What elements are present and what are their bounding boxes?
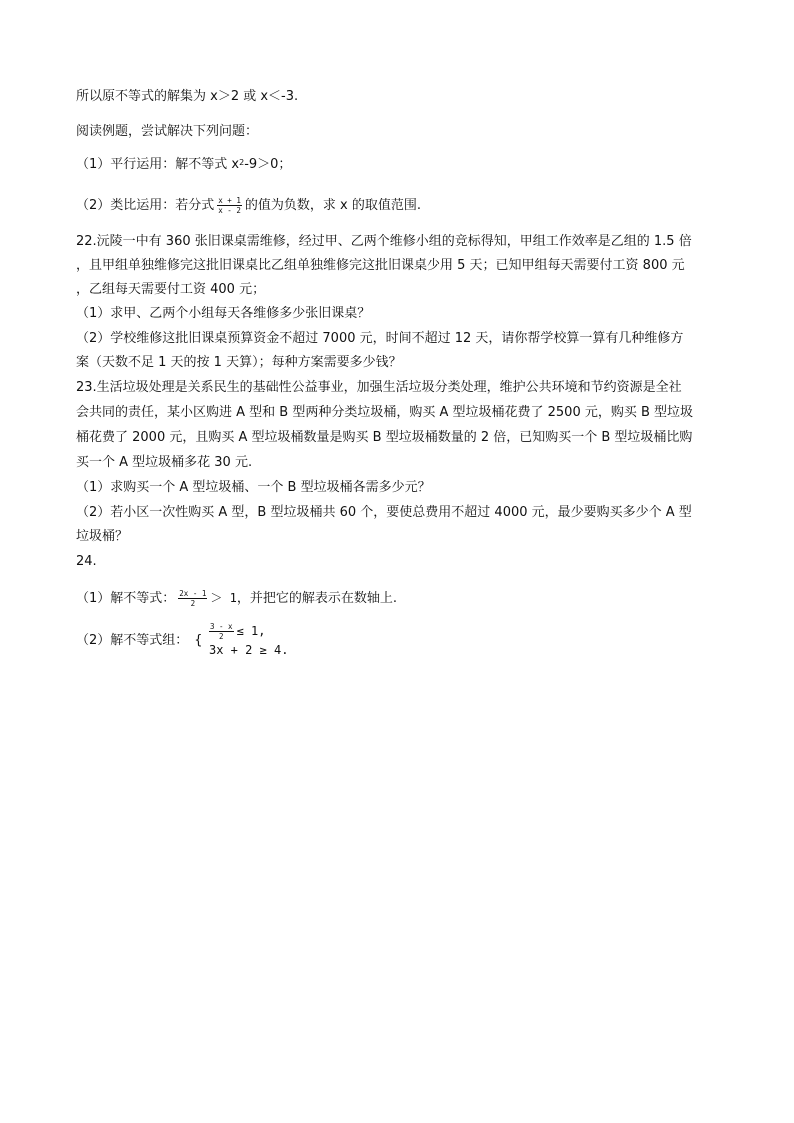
q22-part-2-line-1: （2）学校维修这批旧课桌预算资金不超过 7000 元，时间不超过 12 天，请你帮学校算一算有几种维修方 <box>76 331 684 346</box>
q22-stem-line-2: ，且甲组单独维修完这批旧课桌比乙组单独维修完这批旧课桌少用 5 天；已知甲组每天需要付工资 800 元 <box>76 258 685 273</box>
q23-stem-line-1: 23.生活垃圾处理是关系民生的基础性公益事业，加强生活垃圾分类处理，维护公共环境和节约资源是全社 <box>76 380 682 395</box>
fraction-x-plus-1-over-x-minus-2 <box>217 196 242 215</box>
q24-number: 24. <box>76 554 97 569</box>
q22-stem-line-3: ，乙组每天需要付工资 400 元； <box>76 282 266 297</box>
q24-part-2-prefix: （2）解不等式组： <box>76 633 189 648</box>
system-row-2: 3x + 2 ≥ 4. <box>209 643 289 657</box>
q24-part-1 <box>76 589 726 608</box>
q23-part-2-line-1: （2）若小区一次性购买 A 型，B 型垃圾桶共 60 个，要使总费用不超过 4000 元，最少要购买多少个 A 型 <box>76 505 692 520</box>
q24-part-1-prefix: （1）解不等式： <box>76 591 176 606</box>
prev-part-2-suffix: 的值为负数，求 x 的取值范围. <box>244 198 421 213</box>
solution-set-line: 所以原不等式的解集为 x＞2 或 x＜-3. <box>76 89 299 104</box>
prev-question-part-2 <box>76 196 726 215</box>
fraction-denominator: 2 <box>219 632 224 641</box>
q22-part-1: （1）求甲、乙两个小组每天各维修多少张旧课桌？ <box>76 306 371 321</box>
prev-part-1-suffix: -9＞0； <box>244 157 292 172</box>
q24-part-2-label <box>76 633 726 649</box>
q24-part-1-inequality: ＞ 1 <box>210 591 237 605</box>
system-row-1 <box>209 622 265 641</box>
prev-part-1-exponent: 2 <box>239 158 245 167</box>
q24-part-1-suffix: ，并把它的解表示在数轴上. <box>236 591 397 606</box>
q23-part-1: （1）求购买一个 A 型垃圾桶、一个 B 型垃圾桶各需多少元？ <box>76 480 431 495</box>
q23-stem-line-2: 会共同的责任，某小区购进 A 型和 B 型两种分类垃圾桶，购买 A 型垃圾桶花费了 2500 元，购买 B 型垃圾 <box>76 405 694 420</box>
system-row-1-inequality: ≤ 1, <box>236 624 266 638</box>
system-brace: { <box>194 633 203 648</box>
fraction-numerator: 3 - x <box>210 622 233 631</box>
fraction-numerator: 2x - 1 <box>179 589 207 598</box>
q23-stem-line-3: 桶花费了 2000 元，且购买 A 型垃圾桶数量是购买 B 型垃圾桶数量的 2 倍，已知购买一个 B 型垃圾桶比购 <box>76 430 693 445</box>
q22-part-2-line-2: 案（天数不足 1 天的按 1 天算）；每种方案需要多少钱？ <box>76 355 402 370</box>
fraction-denominator: 2 <box>190 599 196 608</box>
q23-stem-line-4: 买一个 A 型垃圾桶多花 30 元. <box>76 455 253 470</box>
prev-part-1-prefix: （1）平行运用：解不等式 x <box>76 157 240 172</box>
q22-stem-line-1: 22.沅陵一中有 360 张旧课桌需维修，经过甲、乙两个维修小组的竞标得知，甲组工作效率是乙组的 1.5 倍 <box>76 234 692 249</box>
reading-prompt: 阅读例题，尝试解决下列问题： <box>76 124 259 139</box>
fraction-numerator: x + 1 <box>218 196 241 205</box>
prev-part-2-prefix: （2）类比运用：若分式 <box>76 198 215 213</box>
fraction-2x-minus-1-over-2 <box>178 589 207 608</box>
fraction-3-minus-x-over-2 <box>209 622 234 641</box>
prev-question-part-1 <box>76 157 726 173</box>
q23-part-2-line-2: 垃圾桶？ <box>76 529 129 544</box>
fraction-denominator: x - 2 <box>218 206 241 215</box>
